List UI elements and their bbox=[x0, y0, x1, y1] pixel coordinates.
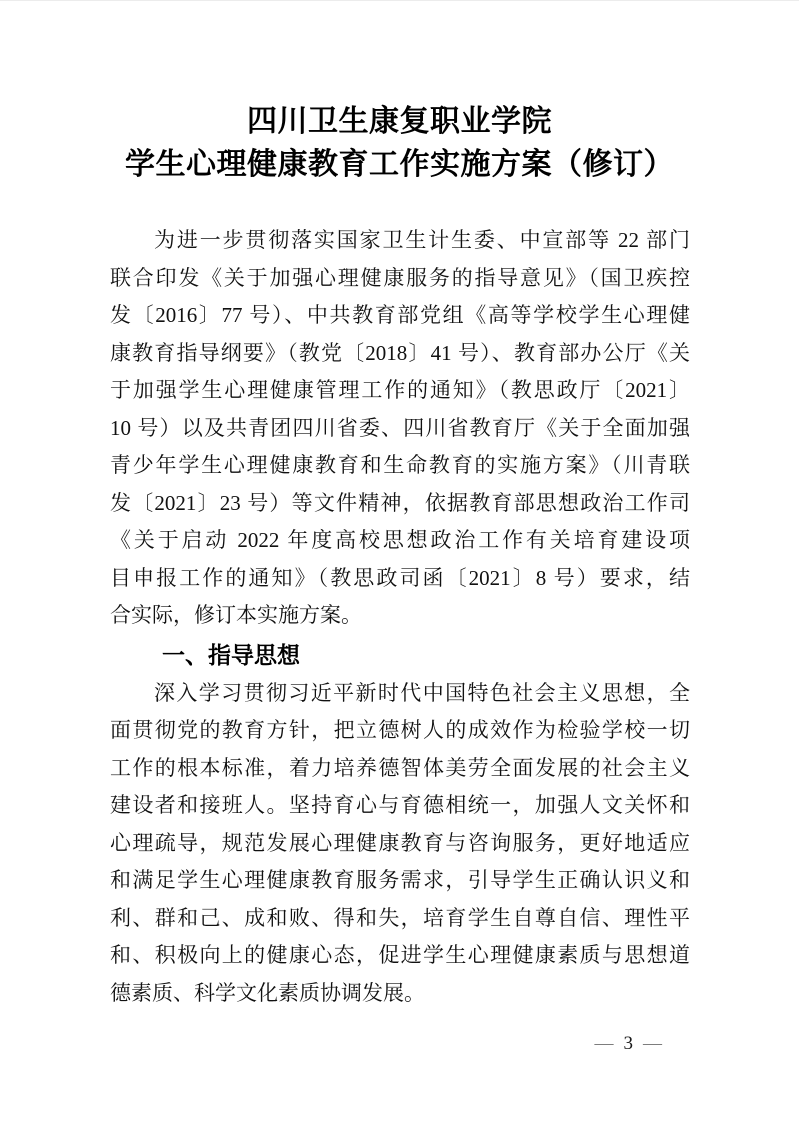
paragraph-line: 联合印发《关于加强心理健康服务的指导意见》（国卫疾控 bbox=[110, 265, 690, 290]
document-title bbox=[0, 100, 799, 186]
paragraph-line: 为进一步贯彻落实国家卫生计生委、中宣部等 22 部门 bbox=[154, 228, 690, 252]
paragraph-line: 和、积极向上的健康心态，促进学生心理健康素质与思想道 bbox=[110, 943, 690, 967]
paragraph-line: 心理疏导，规范发展心理健康教育与咨询服务，更好地适应 bbox=[110, 830, 690, 855]
paragraph-line: 发〔2021〕23 号）等文件精神，依据教育部思想政治工作司 bbox=[110, 490, 690, 515]
paragraph-line: 康教育指导纲要》（教党〔2018〕41 号）、教育部办公厅《关 bbox=[110, 340, 690, 365]
paragraph-line: 合实际，修订本实施方案。 bbox=[110, 603, 362, 627]
paragraph-line: 利、群和己、成和败、得和失，培育学生自尊自信、理性平 bbox=[110, 905, 690, 930]
paragraph-line: 建设者和接班人。坚持育心与育德相统一，加强人文关怀和 bbox=[110, 793, 690, 817]
paragraph-line: 面贯彻党的教育方针，把立德树人的成效作为检验学校一切 bbox=[110, 718, 690, 742]
paragraph-line: 于加强学生心理健康管理工作的通知》（教思政厅〔2021〕 bbox=[110, 378, 690, 402]
paragraph-line: 《关于启动 2022 年度高校思想政治工作有关培育建设项 bbox=[110, 528, 690, 552]
document-title-line-2: 学生心理健康教育工作实施方案（修订） bbox=[125, 148, 674, 181]
paragraph-line: 工作的根本标准，着力培养德智体美劳全面发展的社会主义 bbox=[110, 755, 690, 780]
paragraph-line: 青少年学生心理健康教育和生命教育的实施方案》（川青联 bbox=[110, 453, 690, 477]
paragraph-line: 10 号）以及共青团四川省委、四川省教育厅《关于全面加强 bbox=[110, 415, 690, 440]
page-number-dash-right: — bbox=[643, 1033, 662, 1054]
paragraph-line: 深入学习贯彻习近平新时代中国特色社会主义思想，全 bbox=[154, 680, 690, 705]
guiding-ideology-paragraph bbox=[110, 675, 690, 1013]
paragraph-line: 目申报工作的通知》（教思政司函〔2021〕8 号）要求，结 bbox=[110, 565, 690, 590]
intro-paragraph bbox=[110, 222, 690, 635]
page-number bbox=[595, 1032, 663, 1056]
page-number-value: 3 bbox=[623, 1033, 633, 1054]
page-number-dash-left: — bbox=[594, 1033, 614, 1054]
paragraph-line: 和满足学生心理健康教育服务需求，引导学生正确认识义和 bbox=[110, 868, 690, 892]
document-body bbox=[110, 222, 690, 1012]
section-heading-guiding-ideology: 一、指导思想 bbox=[162, 641, 300, 668]
document-title-line-1: 四川卫生康复职业学院 bbox=[247, 105, 552, 138]
paragraph-line: 发〔2016〕77 号）、中共教育部党组《高等学校学生心理健 bbox=[110, 303, 690, 327]
paragraph-line: 德素质、科学文化素质协调发展。 bbox=[110, 980, 425, 1005]
